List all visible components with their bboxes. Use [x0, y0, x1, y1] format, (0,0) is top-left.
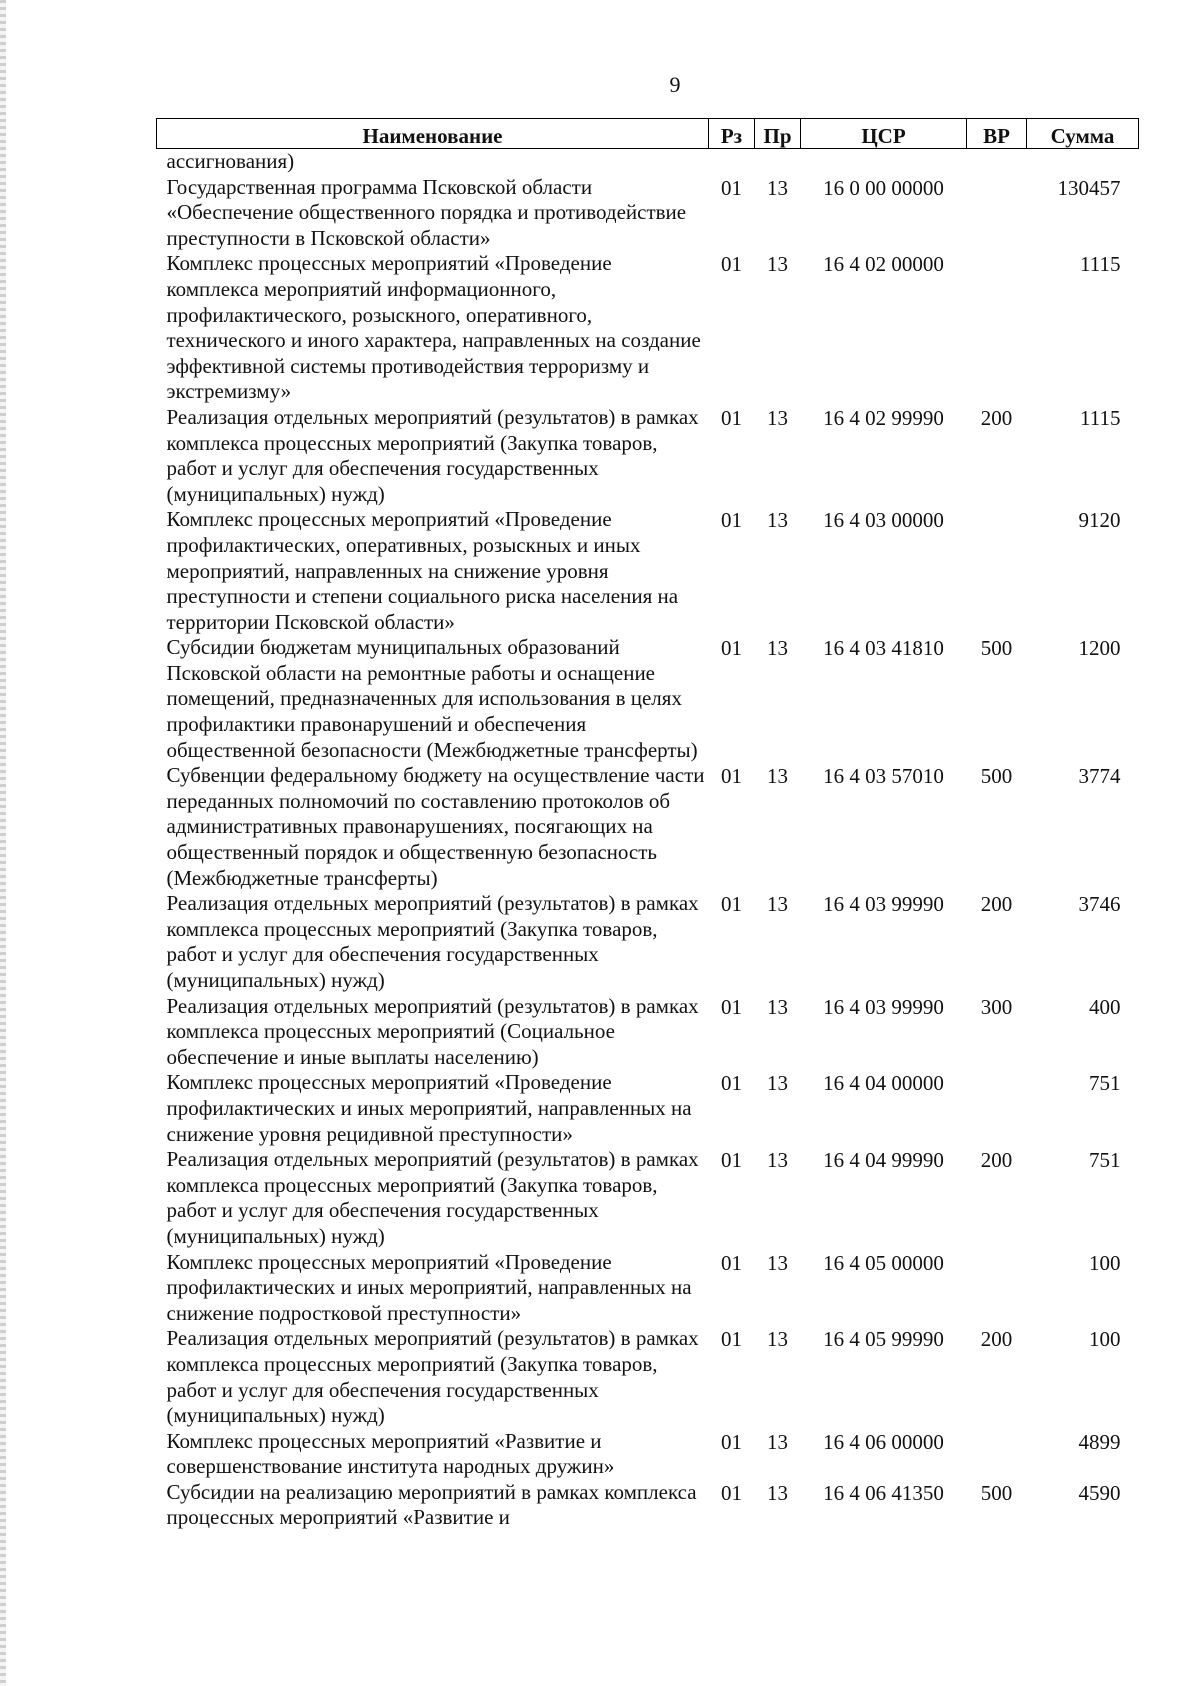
scan-edge — [0, 0, 6, 1686]
cell-vr: 200 — [980, 405, 1013, 430]
cell-rz: 01 — [721, 405, 742, 430]
cell-name: Комплекс процессных мероприятий «Развитие и совершенствование института народных дружин» — [166, 1428, 615, 1479]
page-number: 9 — [669, 72, 681, 97]
cell-sum: 130457 — [1057, 175, 1121, 200]
cell-sum: 3774 — [1078, 764, 1121, 789]
cell-vr: 200 — [980, 1148, 1013, 1173]
table-row — [157, 1480, 1139, 1531]
cell-name: Субсидии на реализацию мероприятий в рамках комплекса процессных мероприятий «Развитие и — [166, 1479, 697, 1530]
cell-name: Реализация отдельных мероприятий (результатов) в рамках комплекса процессных мероприятий (Закупка товаров, работ и услуг для обеспечения государственных (муниципальных) нужд) — [166, 891, 699, 992]
cell-rz: 01 — [721, 1480, 742, 1505]
cell-vr: 500 — [980, 764, 1013, 789]
cell-sum: 1115 — [1080, 252, 1121, 277]
cell-name: Комплекс процессных мероприятий «Проведение профилактических и иных мероприятий, направленных на снижение уровня рецидивной преступности» — [166, 1070, 692, 1146]
cell-sum: 9120 — [1078, 508, 1121, 533]
cell-vr — [967, 1250, 1027, 1327]
table-row — [157, 1326, 1139, 1428]
cell-sum: 3746 — [1078, 892, 1121, 917]
table-row — [157, 1147, 1139, 1249]
table-row — [157, 763, 1139, 891]
cell-pr: 13 — [767, 405, 788, 430]
cell-name: Субвенции федеральному бюджету на осуществление части переданных полномочий по составлению протоколов об административных правонарушениях, посягающих на общественный порядок и общественную безопасность (Межбюджетные трансферты) — [166, 763, 705, 890]
cell-rz: 01 — [721, 994, 742, 1019]
cell-sum: 751 — [1089, 1071, 1121, 1096]
cell-rz: 01 — [721, 764, 742, 789]
cell-name: Реализация отдельных мероприятий (результатов) в рамках комплекса процессных мероприятий (Закупка товаров, работ и услуг для обеспечения государственных (муниципальных) нужд) — [166, 404, 699, 506]
cell-pr: 13 — [767, 1071, 788, 1096]
cell-vr: 500 — [980, 636, 1013, 661]
table-row — [157, 405, 1139, 507]
cell-pr: 13 — [767, 1327, 788, 1352]
table-row — [157, 891, 1139, 993]
table-row — [157, 251, 1139, 405]
cell-csr: 16 4 03 57010 — [823, 764, 944, 789]
cell-rz: 01 — [721, 1250, 742, 1275]
cell-sum: 1115 — [1080, 405, 1121, 430]
table-header — [157, 119, 1139, 149]
continuation-text: ассигнования) — [166, 149, 295, 173]
cell-pr: 13 — [767, 994, 788, 1019]
cell-name: Реализация отдельных мероприятий (результатов) в рамках комплекса процессных мероприятий (Закупка товаров, работ и услуг для обеспечения государственных (муниципальных) нужд) — [166, 1147, 699, 1248]
cell-rz: 01 — [721, 1429, 742, 1454]
cell-pr: 13 — [767, 764, 788, 789]
cell-sum: 751 — [1089, 1148, 1121, 1173]
cell-sum: 400 — [1089, 994, 1121, 1019]
cell-name: Реализация отдельных мероприятий (результатов) в рамках комплекса процессных мероприятий (Закупка товаров, работ и услуг для обеспечения государственных (муниципальных) нужд) — [166, 1326, 699, 1428]
cell-rz: 01 — [721, 1327, 742, 1352]
cell-csr: 16 4 04 00000 — [823, 1071, 944, 1096]
table-row — [157, 635, 1139, 763]
cell-sum: 4899 — [1078, 1429, 1121, 1454]
cell-csr: 16 4 02 99990 — [823, 405, 944, 430]
cell-vr — [967, 1429, 1027, 1480]
cell-rz: 01 — [721, 252, 742, 277]
header-csr: ЦСР — [801, 119, 967, 149]
cell-csr: 16 4 02 00000 — [823, 252, 944, 277]
table-body — [157, 149, 1139, 1532]
cell-sum: 100 — [1089, 1250, 1121, 1275]
cell-rz: 01 — [721, 1148, 742, 1173]
cell-name: Субсидии бюджетам муниципальных образований Псковской области на ремонтные работы и оснащение помещений, предназначенных для использования в целях профилактики правонарушений и обеспечения общественной безопасности (Межбюджетные трансферты) — [166, 635, 698, 762]
header-name: Наименование — [157, 119, 709, 149]
cell-pr: 13 — [767, 1480, 788, 1505]
cell-csr: 16 4 03 99990 — [823, 892, 944, 917]
cell-pr: 13 — [767, 175, 788, 200]
cell-vr: 500 — [980, 1480, 1013, 1505]
cell-pr: 13 — [767, 892, 788, 917]
cell-rz: 01 — [721, 892, 742, 917]
cell-csr: 16 4 04 99990 — [823, 1148, 944, 1173]
cell-pr: 13 — [767, 1250, 788, 1275]
cell-vr: 300 — [980, 994, 1013, 1019]
table-row — [157, 1070, 1139, 1147]
cell-rz: 01 — [721, 1071, 742, 1096]
cell-name: Комплекс процессных мероприятий «Проведение комплекса мероприятий информационного, профилактического, розыскного, оперативного, технического и иного характера, направленных на создание эффективной системы противодействия терроризму и экстремизму» — [166, 251, 701, 404]
cell-csr: 16 0 00 00000 — [823, 175, 944, 200]
cell-vr — [967, 507, 1027, 635]
cell-rz: 01 — [721, 636, 742, 661]
table-row — [157, 175, 1139, 252]
table-row — [157, 1429, 1139, 1480]
table-row — [157, 1250, 1139, 1327]
cell-rz: 01 — [721, 175, 742, 200]
cell-name: Государственная программа Псковской области «Обеспечение общественного порядка и противодействие преступности в Псковской области» — [166, 174, 687, 250]
cell-csr: 16 4 05 99990 — [823, 1327, 944, 1352]
cell-pr: 13 — [767, 1429, 788, 1454]
header-vr: ВР — [967, 119, 1027, 149]
cell-vr — [967, 175, 1027, 252]
cell-name: Реализация отдельных мероприятий (результатов) в рамках комплекса процессных мероприятий (Социальное обеспечение и иные выплаты населению) — [166, 993, 699, 1069]
cell-vr — [967, 251, 1027, 405]
table-row — [157, 507, 1139, 635]
cell-pr: 13 — [767, 1148, 788, 1173]
cell-name: Комплекс процессных мероприятий «Проведение профилактических и иных мероприятий, направленных на снижение подростковой преступности» — [166, 1249, 692, 1325]
cell-vr: 200 — [980, 892, 1013, 917]
cell-vr: 200 — [980, 1327, 1013, 1352]
cell-sum: 100 — [1089, 1327, 1121, 1352]
cell-pr: 13 — [767, 636, 788, 661]
cell-rz: 01 — [721, 508, 742, 533]
header-rz: Рз — [709, 119, 755, 149]
cell-name: Комплекс процессных мероприятий «Проведение профилактических, оперативных, розыскных и иных мероприятий, направленных на снижение уровня преступности и степени социального риска населения на территории Псковской области» — [166, 507, 679, 634]
cell-csr: 16 4 06 41350 — [823, 1480, 944, 1505]
cell-sum: 1200 — [1078, 636, 1121, 661]
cell-csr: 16 4 03 00000 — [823, 508, 944, 533]
cell-csr: 16 4 03 41810 — [823, 636, 944, 661]
header-sum: Сумма — [1027, 119, 1139, 149]
cell-vr — [967, 1070, 1027, 1147]
cell-csr: 16 4 05 00000 — [823, 1250, 944, 1275]
cell-csr: 16 4 06 00000 — [823, 1429, 944, 1454]
budget-table — [156, 118, 1139, 1531]
cell-pr: 13 — [767, 252, 788, 277]
table-row — [157, 994, 1139, 1071]
header-pr: Пр — [755, 119, 801, 149]
cell-csr: 16 4 03 99990 — [823, 994, 944, 1019]
continuation-row — [157, 149, 1139, 175]
cell-sum: 4590 — [1078, 1480, 1121, 1505]
cell-pr: 13 — [767, 508, 788, 533]
